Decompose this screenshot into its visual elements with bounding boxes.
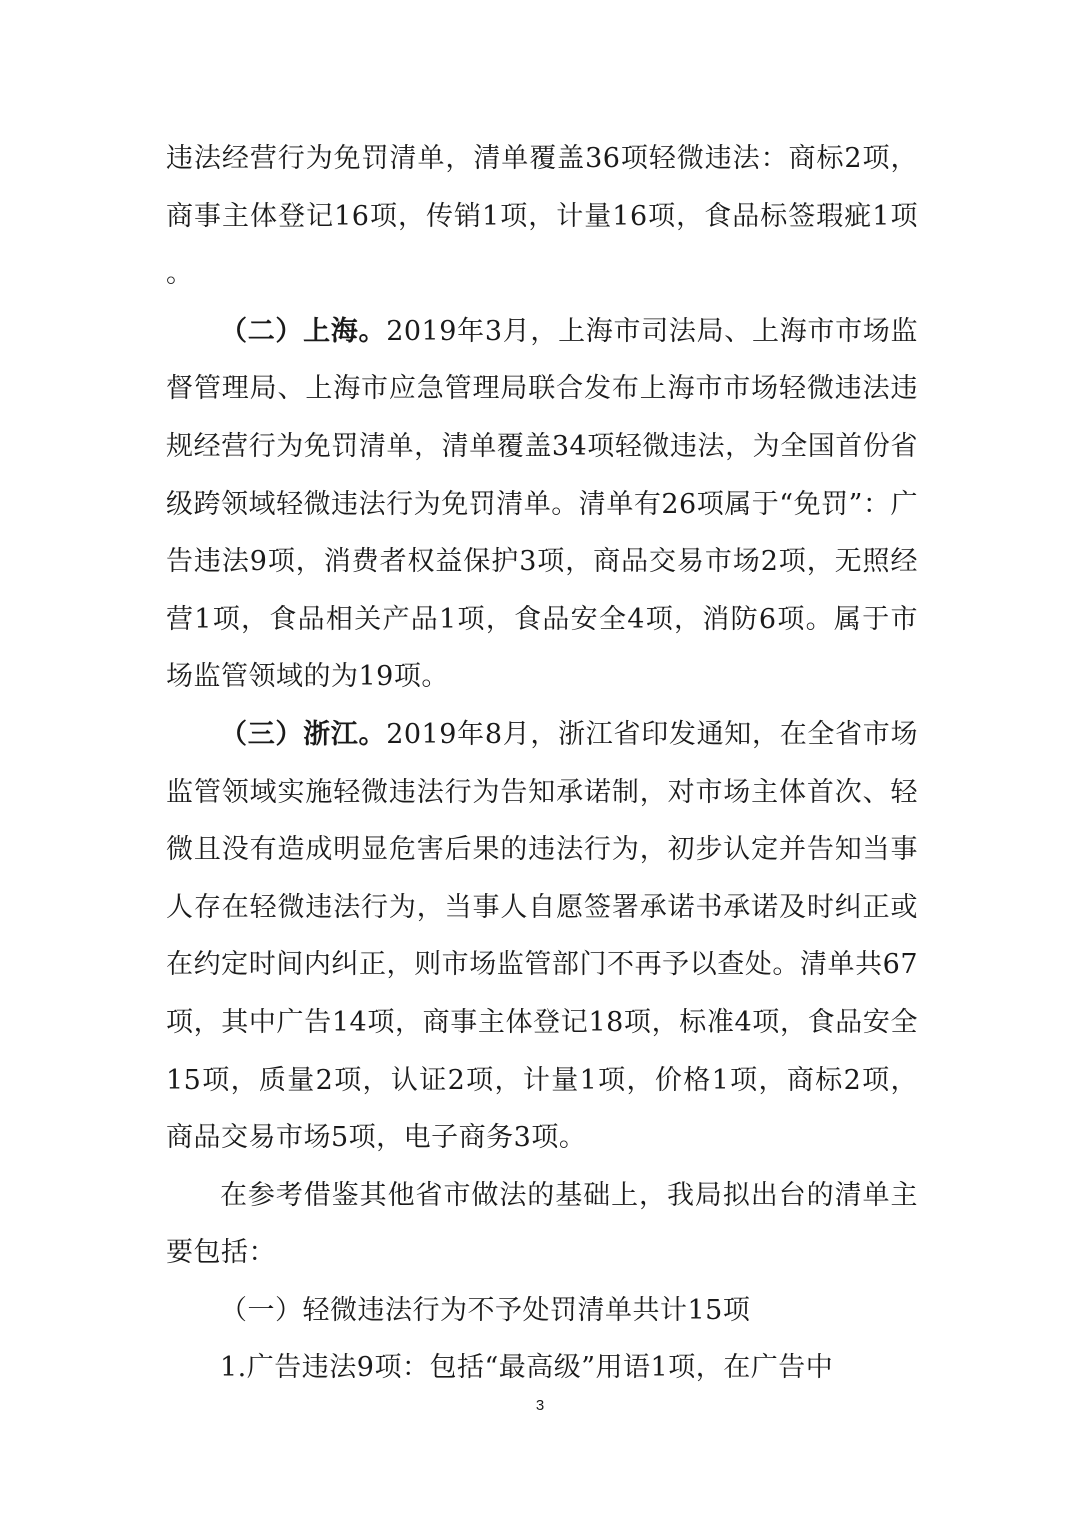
paragraph-zhejiang <box>166 706 918 1167</box>
paragraph-text: 违法经营行为免罚清单，清单覆盖36项轻微违法：商标2项，商事主体登记16项，传销1项，计量16项，食品标签瑕疵1项。 <box>166 143 918 290</box>
paragraph-text: 2019年8月，浙江省印发通知，在全省市场监管领域实施轻微违法行为告知承诺制，对市场主体首次、轻微且没有造成明显危害后果的违法行为，初步认定并告知当事人存在轻微违法行为，当事人自愿签署承诺书承诺及时纠正或在约定时间内纠正，则市场监管部门不再予以查处。清单共67项，其中广告14项，商事主体登记18项，标准4项，食品安全15项，质量2项，认证2项，计量1项，价格1项，商标2项，商品交易市场5项，电子商务3项。 <box>166 718 919 1154</box>
paragraph-summary <box>166 1167 918 1282</box>
paragraph-text: （一）轻微违法行为不予处罚清单共计15项 <box>220 1294 751 1326</box>
section-heading-shanghai: （二）上海。 <box>220 315 387 347</box>
paragraph-continuation <box>166 130 918 303</box>
paragraph-text: 2019年3月，上海市司法局、上海市市场监督管理局、上海市应急管理局联合发布上海市市场轻微违法违规经营行为免罚清单，清单覆盖34项轻微违法，为全国首份省级跨领域轻微违法行为免罚清单。清单有26项属于“免罚”：广告违法9项，消费者权益保护3项，商品交易市场2项，无照经营1项，食品相关产品1项，食品安全4项，消防6项。属于市场监管领域的为19项。 <box>166 315 919 693</box>
section-heading-zhejiang: （三）浙江。 <box>220 718 387 750</box>
paragraph-text: 1.广告违法9项：包括“最高级”用语1项，在广告中 <box>220 1352 834 1384</box>
paragraph-shanghai <box>166 303 918 706</box>
list-heading-no-penalty <box>166 1282 918 1340</box>
list-item-advertising <box>166 1339 918 1397</box>
paragraph-text: 在参考借鉴其他省市做法的基础上，我局拟出台的清单主要包括： <box>166 1179 918 1269</box>
page-number: 3 <box>535 1397 545 1414</box>
document-body <box>166 130 918 1397</box>
